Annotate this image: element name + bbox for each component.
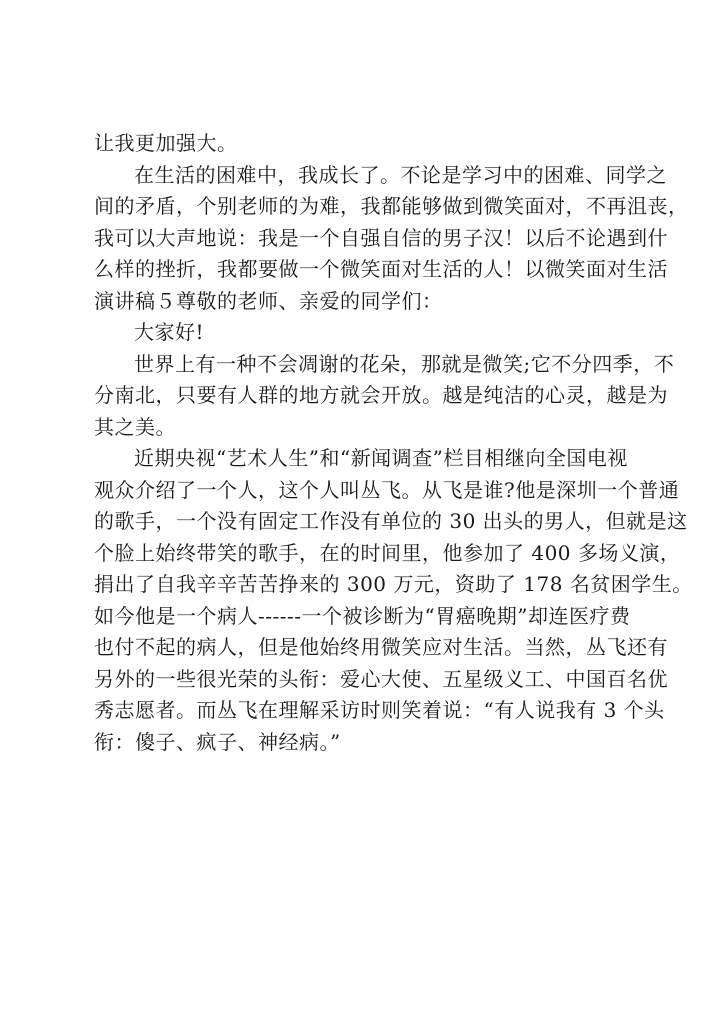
text-line: 分南北，只要有人群的地方就会开放。越是纯洁的心灵，越是为 — [94, 383, 668, 407]
text-line: 秀志愿者。而丛飞在理解采访时则笑着说：“有人说我有 3 个头 — [94, 698, 665, 722]
text-line: 个脸上始终带笑的歌手，在的时间里，他参加了 400 多场义演， — [94, 540, 681, 565]
document-body — [94, 128, 693, 758]
text-line: 世界上有一种不会凋谢的花朵，那就是微笑;它不分四季，不 — [134, 351, 675, 376]
text-line: 么样的挫折，我都要做一个微笑面对生活的人！以微笑面对生活 — [94, 257, 668, 281]
text-line: 大家好! — [134, 320, 205, 344]
text-line: 观众介绍了一个人，这个人叫丛飞。从飞是谁?他是深圳一个普通 — [94, 477, 680, 502]
text-line: 的歌手，一个没有固定工作没有单位的 30 出头的男人，但就是这 — [94, 509, 688, 533]
text-line: 其之美。 — [94, 414, 176, 439]
text-line: 我可以大声地说：我是一个自强自信的男子汉！以后不论遇到什 — [94, 225, 668, 250]
text-line: 另外的一些很光荣的头衔：爱心大使、五星级义工、中国百名优 — [94, 666, 668, 691]
text-line: 如今他是一个病人------一个被诊断为“胃癌晚期”却连医疗费 — [94, 603, 631, 628]
text-line: 间的矛盾，个别老师的为难，我都能够做到微笑面对，不再沮丧， — [94, 194, 689, 218]
text-line: 捐出了自我辛辛苦苦挣来的 300 万元，资助了 178 名贫困学生。 — [94, 572, 693, 596]
text-line: 近期央视“艺术人生”和“新闻调查”栏目相继向全国电视 — [134, 446, 628, 470]
text-line: 让我更加强大。 — [94, 131, 238, 155]
text-line: 在生活的困难中，我成长了。不论是学习中的困难、同学之 — [134, 162, 667, 187]
text-line: 演讲稿５尊敬的老师、亲爱的同学们： — [94, 288, 443, 313]
text-line: 也付不起的病人，但是他始终用微笑应对生活。当然，丛飞还有 — [94, 635, 668, 659]
text-line: 衔：傻子、疯子、神经病。” — [94, 729, 341, 754]
